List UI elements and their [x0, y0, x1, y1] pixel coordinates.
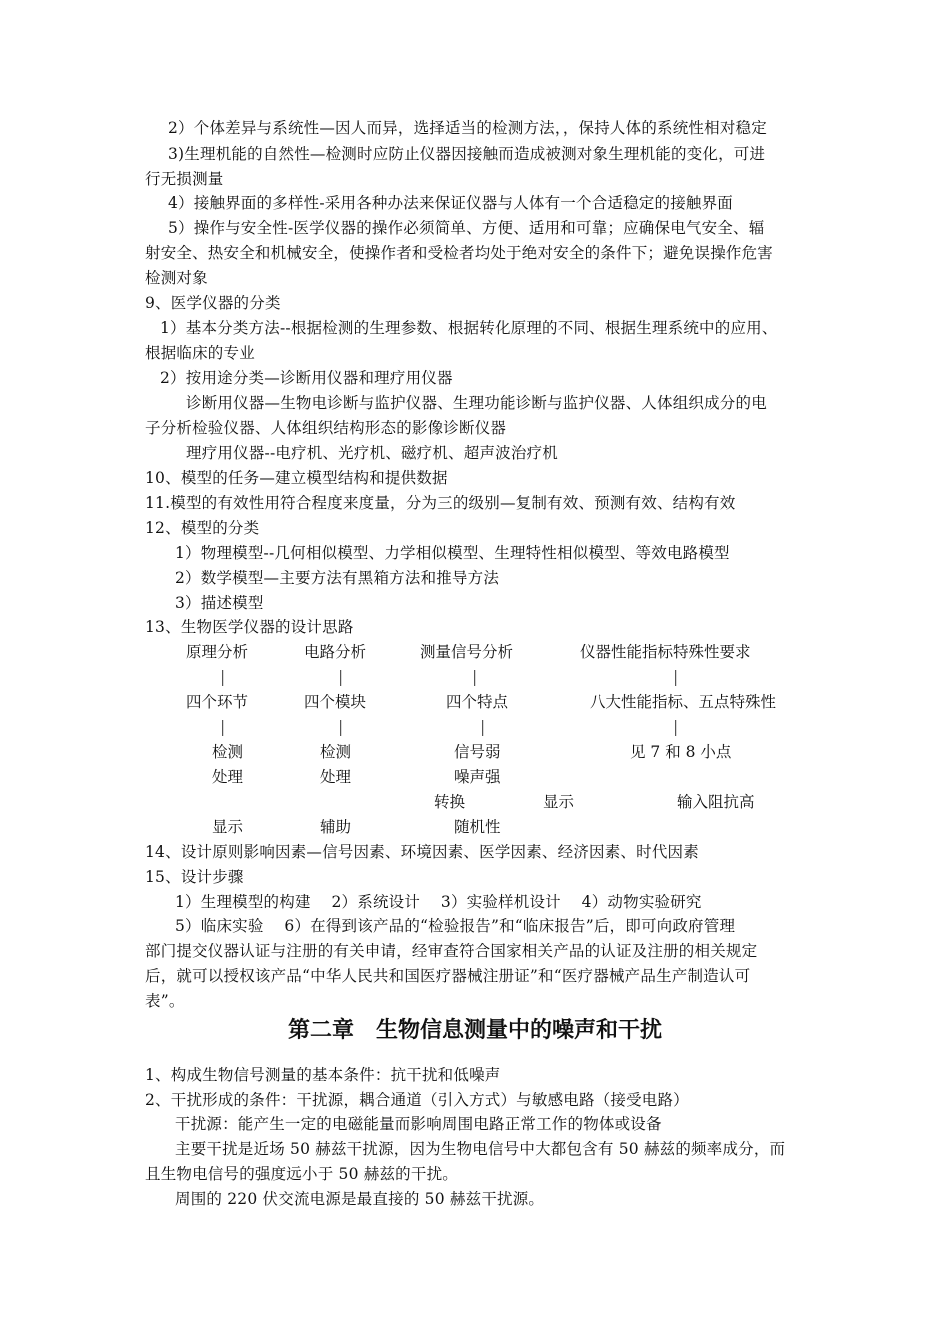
diagram-cell: 检测	[212, 743, 244, 761]
section-heading: 13、生物医学仪器的设计思路	[145, 618, 354, 636]
text-line: 理疗用仪器--电疗机、光疗机、磁疗机、超声波治疗机	[186, 444, 558, 462]
text-line: 4）接触界面的多样性-采用各种办法来保证仪器与人体有一个合适稳定的接触界面	[168, 194, 734, 212]
text-line: 干扰源：能产生一定的电磁能量而影响周围电路正常工作的物体或设备	[175, 1115, 662, 1133]
section-heading: 2、干扰形成的条件：干扰源，耦合通道（引入方式）与敏感电路（接受电路）	[145, 1091, 689, 1109]
section-heading: 12、模型的分类	[145, 519, 260, 537]
text-line: 子分析检验仪器、人体组织结构形态的影像诊断仪器	[145, 419, 507, 437]
diagram-cell: 处理	[320, 768, 352, 786]
diagram-cell: 仪器性能指标特殊性要求	[580, 643, 751, 661]
diagram-cell: 随机性	[454, 818, 501, 836]
text-line: 5）临床实验 6）在得到该产品的“检验报告”和“临床报告”后，即可向政府管理	[175, 917, 736, 935]
diagram-cell: 四个特点	[446, 693, 509, 711]
diagram-cell: 四个环节	[186, 693, 249, 711]
text-line: 根据临床的专业	[145, 344, 255, 362]
text-line: 诊断用仪器—生物电诊断与监护仪器、生理功能诊断与监护仪器、人体组织成分的电	[186, 394, 767, 412]
connector-line: |	[220, 718, 226, 736]
diagram-cell: 原理分析	[186, 643, 249, 661]
diagram-cell: 八大性能指标、五点特殊性	[590, 693, 777, 711]
chapter-title: 第二章 生物信息测量中的噪声和干扰	[287, 1018, 662, 1043]
connector-line: |	[220, 668, 226, 686]
connector-line: |	[338, 718, 344, 736]
diagram-cell: 输入阻抗高	[677, 793, 755, 811]
text-line: 2）数学模型—主要方法有黑箱方法和推导方法	[175, 569, 500, 587]
text-line: 5）操作与安全性-医学仪器的操作必须简单、方便、适用和可靠；应确保电气安全、辐	[168, 219, 765, 237]
connector-line: |	[480, 718, 486, 736]
connector-line: |	[673, 718, 679, 736]
section-heading: 1、构成生物信号测量的基本条件：抗干扰和低噪声	[145, 1066, 501, 1084]
text-line: 且生物电信号的强度远小于 50 赫兹的干扰。	[145, 1165, 458, 1183]
connector-line: |	[338, 668, 344, 686]
diagram-cell: 电路分析	[304, 643, 367, 661]
diagram-cell: 转换	[434, 793, 466, 811]
text-line: 行无损测量	[145, 170, 224, 188]
text-line: 部门提交仪器认证与注册的有关申请，经审查符合国家相关产品的认证及注册的相关规定	[145, 942, 758, 960]
text-line: 1）生理模型的构建 2）系统设计 3）实验样机设计 4）动物实验研究	[175, 893, 702, 911]
diagram-cell: 四个模块	[304, 693, 367, 711]
diagram-cell: 辅助	[320, 818, 352, 836]
text-line: 周围的 220 伏交流电源是最直接的 50 赫兹干扰源。	[175, 1190, 545, 1208]
diagram-cell: 见 7 和 8 小点	[630, 743, 732, 761]
text-line: 表”。	[145, 992, 185, 1010]
diagram-cell: 检测	[320, 743, 352, 761]
connector-line: |	[673, 668, 679, 686]
text-line: 主要干扰是近场 50 赫兹干扰源，因为生物电信号中大都包含有 50 赫兹的频率成分，而	[175, 1140, 786, 1158]
text-line: 后，就可以授权该产品“中华人民共和国医疗器械注册证”和“医疗器械产品生产制造认可	[145, 967, 751, 985]
diagram-cell: 显示	[212, 818, 244, 836]
text-line: 射安全、热安全和机械安全，使操作者和受检者均处于绝对安全的条件下；避免误操作危害	[145, 244, 774, 262]
text-line: 1）物理模型--几何相似模型、力学相似模型、生理特性相似模型、等效电路模型	[175, 544, 730, 562]
text-line: 2）按用途分类—诊断用仪器和理疗用仪器	[160, 369, 453, 387]
text-line: 1）基本分类方法--根据检测的生理参数、根据转化原理的不同、根据生理系统中的应用、	[160, 319, 778, 337]
section-heading: 11.模型的有效性用符合程度来度量，分为三的级别—复制有效、预测有效、结构有效	[145, 494, 736, 512]
diagram-cell: 测量信号分析	[420, 643, 514, 661]
diagram-cell: 处理	[212, 768, 244, 786]
section-heading: 15、设计步骤	[145, 868, 244, 886]
diagram-cell: 信号弱	[454, 743, 501, 761]
text-line: 3)生理机能的自然性—检测时应防止仪器因接触而造成被测对象生理机能的变化，可进	[168, 145, 766, 163]
text-line: 检测对象	[145, 269, 208, 287]
connector-line: |	[472, 668, 478, 686]
section-heading: 9、医学仪器的分类	[145, 294, 281, 312]
section-heading: 14、设计原则影响因素—信号因素、环境因素、医学因素、经济因素、时代因素	[145, 843, 699, 861]
diagram-cell: 显示	[543, 793, 575, 811]
text-line: 3）描述模型	[175, 594, 264, 612]
section-heading: 10、模型的任务—建立模型结构和提供数据	[145, 469, 448, 487]
text-line: 2）个体差异与系统性—因人而异，选择适当的检测方法，，保持人体的系统性相对稳定	[168, 119, 767, 137]
diagram-cell: 噪声强	[454, 768, 501, 786]
